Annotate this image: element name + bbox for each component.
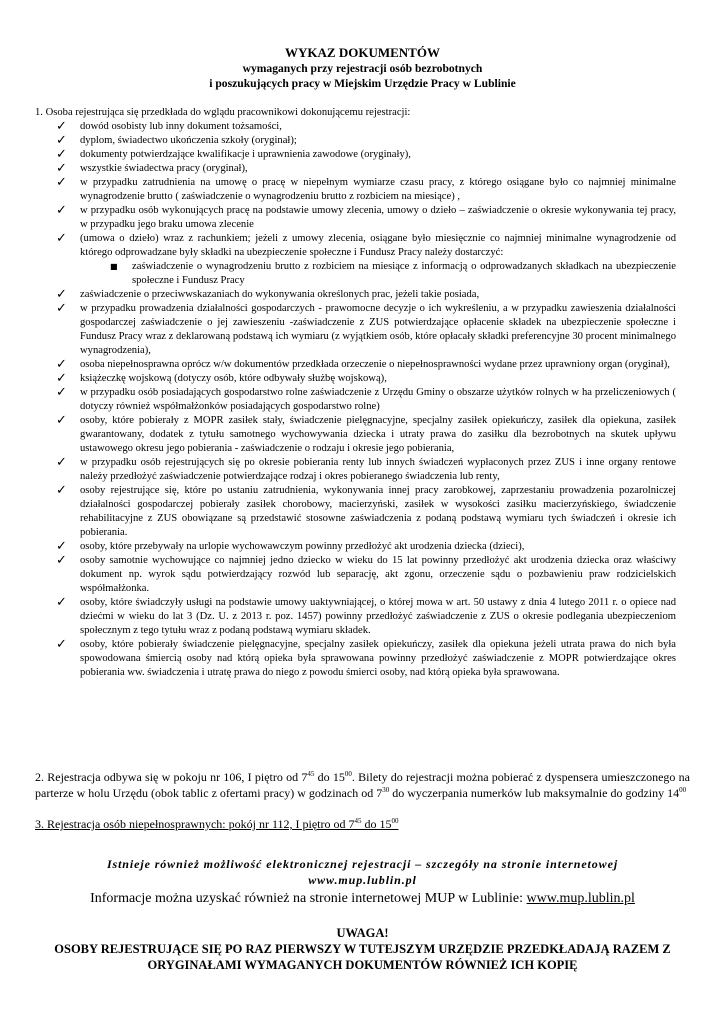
- checkmark-icon: ✓: [56, 231, 67, 246]
- reg-sup-1: 45: [307, 770, 315, 778]
- list-item: [56, 148, 676, 162]
- list-item-text: dyplom, świadectwo ukończenia szkoły (oryginał);: [80, 135, 297, 146]
- list-item: [56, 638, 676, 680]
- checkmark-icon: ✓: [56, 301, 67, 316]
- checkmark-icon: ✓: [56, 595, 67, 610]
- checkmark-icon: ✓: [56, 483, 67, 498]
- list-item: [56, 386, 676, 414]
- reg-sup-3: 30: [382, 785, 390, 794]
- checkmark-icon: ✓: [56, 357, 67, 372]
- checkmark-icon: ✓: [56, 539, 67, 554]
- electronic-line-1: Istnieje również możliwość elektronicznej rejestracji – szczegóły na stronie internetowej: [106, 857, 619, 871]
- list-item: [56, 414, 676, 456]
- warning-title: UWAGA!: [336, 926, 389, 940]
- checkmark-icon: ✓: [56, 553, 67, 568]
- list-item-text: zaświadczenie o przeciwwskazaniach do wykonywania określonych prac, jeżeli takie posiada,: [80, 289, 480, 300]
- square-bullet-icon: ■: [110, 262, 118, 271]
- electronic-registration-note: [30, 856, 695, 888]
- sub-list-item: [110, 260, 676, 288]
- list-item-text: osoba niepełnosprawna oprócz w/w dokumentów przedkłada orzeczenie o niepełnosprawności wydane przez uprawniony organ (oryginał),: [80, 359, 670, 370]
- list-item: [56, 484, 676, 540]
- website-link[interactable]: www.mup.lublin.pl: [526, 891, 635, 906]
- list-item-text: osoby, które przebywały na urlopie wychowawczym powinny przedłożyć akt urodzenia dziecka (dzieci),: [80, 541, 525, 552]
- disabled-text-2: do 15: [361, 817, 392, 831]
- list-item: [56, 540, 676, 554]
- reg-sup-2: 00: [344, 770, 352, 778]
- reg-sup-4: 00: [679, 785, 687, 794]
- registration-room-paragraph: [35, 770, 690, 801]
- info-paragraph: [0, 890, 725, 908]
- list-item: [56, 120, 676, 134]
- checkmark-icon: ✓: [56, 119, 67, 134]
- list-item-text: w przypadku osób wykonujących pracę na podstawie umowy zlecenia, umowy o dzieło – zaświadczenie o okresie wykonywania tej pracy, w przypadku jego braku umowa zlecenie: [80, 205, 676, 230]
- checkmark-icon: ✓: [56, 413, 67, 428]
- checkmark-icon: ✓: [56, 371, 67, 386]
- reg-text-4: do wyczerpania numerków lub maksymalnie do godziny 14: [389, 785, 680, 800]
- list-item-text: osoby, które pobierały świadczenie pielęgnacyjne, specjalny zasiłek opiekuńczy, zasiłek dla opiekuna jeżeli utrata prawa do nich była spowodowana śmiercią osoby nad którą opieka była sprawowana powinny przedłożyć zaświadczenie z MOPR potwierdzające okres pobierania ww. świadczenia i utratę prawa do niego z powodu śmierci osoby, nad którą opieka była sprawowana.: [80, 639, 676, 678]
- list-item-text: (umowa o dzieło) wraz z rachunkiem; jeżeli z umowy zlecenia, osiągane było miesięcznie co najmniej minimalne wynagrodzenie od którego odprowadzane były składki na ubezpieczenie społeczne i Fundusz Pracy należy dostarczyć:: [80, 233, 676, 258]
- checkmark-icon: ✓: [56, 455, 67, 470]
- reg-text-2: do 15: [314, 770, 345, 784]
- list-item-text: osoby, które świadczyły usługi na podstawie umowy uaktywniającej, o której mowa w art. 50 ustawy z dnia 4 lutego 2011 r. o opiece nad dziećmi w wieku do lat 3 (Dz. U. z 2013 r. poz. 1457) powinny przedłożyć zaświadczenie z ZUS o okresie podlegania ubezpieczeniom społecznym z tego tytułu wraz z podaną podstawą wymiaru składek.: [80, 597, 676, 636]
- list-item-text: osoby rejestrujące się, które po ustaniu zatrudnienia, wykonywania innej pracy zarobkowej, zaprzestaniu prowadzenia pozarolniczej działalności gospodarczej pobierały zasiłek chorobowy, macierzyński, zasiłek w wysokości zasiłku macierzyńskiego, świadczenie rehabilitacyjne z ZUS obowiązane są przedstawić stosowne zaświadczenia z podaną podstawą wymiaru tych świadczeń i okresie ich pobierania.: [80, 485, 676, 538]
- checkmark-icon: ✓: [56, 147, 67, 162]
- electronic-line-2: www.mup.lublin.pl: [308, 873, 417, 887]
- document-checklist: [56, 120, 676, 680]
- reg-text-3: . Bilety do rejestracji można pobierać z dyspensera umieszczonego na parterze w holu Urzędu (obok tablic z ofertami pracy) w godzinach od 7: [35, 770, 691, 800]
- info-text: Informacje można uzyskać również na stronie internetowej MUP w Lublinie:: [90, 891, 527, 906]
- warning-body: OSOBY REJESTRUJĄCE SIĘ PO RAZ PIERWSZY W TUTEJSZYM URZĘDZIE PRZEDKŁADAJĄ RAZEM Z ORYGINAŁAMI WYMAGANYCH DOKUMENTÓW RÓWNIEŻ ICH KOPIĘ: [54, 942, 671, 972]
- checkmark-icon: ✓: [56, 203, 67, 218]
- list-item-text: dokumenty potwierdzające kwalifikacje i uprawnienia zawodowe (oryginały),: [80, 149, 411, 160]
- disabled-sup-1: 45: [354, 817, 362, 825]
- list-item: [56, 358, 676, 372]
- list-item-text: w przypadku zatrudnienia na umowę o pracę w niepełnym wymiarze czasu pracy, z którego osiągane było co najmniej minimalne wynagrodzenie brutto ( zaświadczenie o wynagrodzeniu brutto z rozbiciem na miesiące) ,: [80, 177, 676, 202]
- document-subtitle-1: wymaganych przy rejestracji osób bezrobotnych: [242, 62, 483, 75]
- disabled-sup-2: 00: [391, 817, 399, 825]
- list-item: [56, 596, 676, 638]
- sub-list-item-text: zaświadczenie o wynagrodzeniu brutto z rozbiciem na miesiące z informacją o odprowadzanych składkach na ubezpieczenie społeczne i Fundusz Pracy: [132, 261, 676, 286]
- list-item-text: osoby samotnie wychowujące co najmniej jedno dziecko w wieku do 15 lat powinny przedłożyć akt urodzenia dziecka oraz właściwy dokument np. wyrok sądu potwierdzający rozwód lub separację, akt zgonu, orzeczenie sądu o pozbawieniu praw rodzicielskich współmałżonka.: [80, 555, 676, 594]
- list-item-text: w przypadku osób rejestrujących się po okresie pobierania renty lub innych świadczeń wypłaconych przez ZUS i inne organy rentowe należy przedłożyć zaświadczenie potwierdzające rodzaj i okres pobieranego świadczenia lub renty,: [80, 457, 676, 482]
- document-subtitle-2: i poszukujących pracy w Miejskim Urzędzie Pracy w Lublinie: [209, 77, 516, 90]
- reg-text-1: 2. Rejestracja odbywa się w pokoju nr 106, I piętro od 7: [35, 770, 308, 784]
- list-item: [56, 232, 676, 288]
- checkmark-icon: ✓: [56, 175, 67, 190]
- checkmark-icon: ✓: [56, 133, 67, 148]
- list-item: [56, 134, 676, 148]
- disabled-registration-paragraph: [35, 817, 398, 833]
- section1-intro: 1. Osoba rejestrująca się przedkłada do wglądu pracownikowi dokonującemu rejestracji:: [35, 107, 411, 118]
- list-item: [56, 162, 676, 176]
- checkmark-icon: ✓: [56, 385, 67, 400]
- list-item-text: w przypadku osób posiadających gospodarstwo rolne zaświadczenie z Urzędu Gminy o obszarze użytków rolnych w ha przeliczeniowych ( dotyczy również współmałżonków posiadających gospodarstwo rolne): [80, 387, 676, 412]
- list-item-text: książeczkę wojskową (dotyczy osób, które odbywały służbę wojskową),: [80, 373, 387, 384]
- list-item: [56, 204, 676, 232]
- list-item: [56, 288, 676, 302]
- list-item-text: osoby, które pobierały z MOPR zasiłek stały, świadczenie pielęgnacyjne, specjalny zasiłek opiekuńczy, zasiłek dla opiekuna, zasiłek gwarantowany, dodatek z tytułu samotnego wychowywania dziecka i utraty prawa do zasiłku dla bezrobotnych na skutek upływu ustawowego okresu jego pobierania - zaświadczenie o rodzaju i okresie jego pobierania,: [80, 415, 676, 454]
- sub-list: [80, 260, 676, 288]
- list-item-text: w przypadku prowadzenia działalności gospodarczych - prawomocne decyzje o ich wykreśleniu, a w przypadku zawieszenia działalności gospodarczej zaświadczenie o jej zawieszeniu -zaświadczenie z ZUS potwierdzające opłacenie składek na ubezpieczenie społeczne i Fundusz Pracy wraz z deklarowaną podstawą ich wymiaru (z wyjątkiem osób, które opłacały składki preferencyjne 30 procent minimalnego wynagrodzenia),: [80, 303, 676, 356]
- checkmark-icon: ✓: [56, 637, 67, 652]
- checkmark-icon: ✓: [56, 287, 67, 302]
- list-item: [56, 456, 676, 484]
- document-title: WYKAZ DOKUMENTÓW: [285, 45, 440, 60]
- checkmark-icon: ✓: [56, 161, 67, 176]
- list-item-text: dowód osobisty lub inny dokument tożsamości,: [80, 121, 282, 132]
- list-item: [56, 176, 676, 204]
- list-item: [56, 302, 676, 358]
- list-item: [56, 554, 676, 596]
- list-item: [56, 372, 676, 386]
- list-item-text: wszystkie świadectwa pracy (oryginał),: [80, 163, 248, 174]
- disabled-text-1: 3. Rejestracja osób niepełnosprawnych: pokój nr 112, I piętro od 7: [35, 817, 355, 831]
